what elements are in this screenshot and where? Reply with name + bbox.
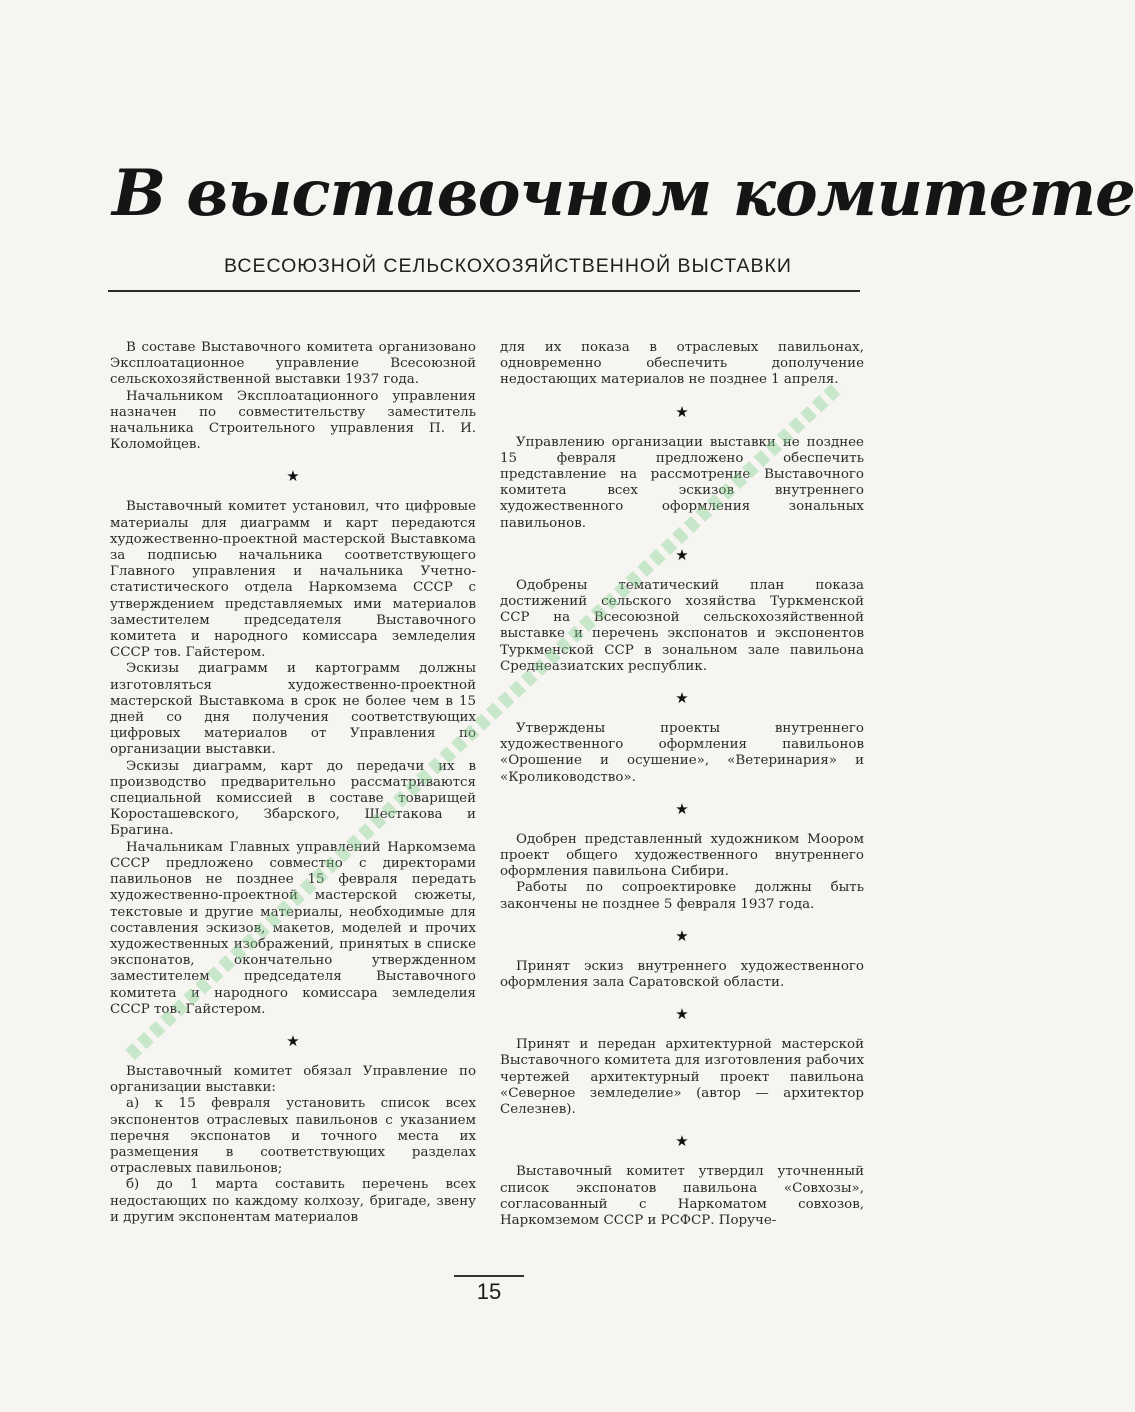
article-paragraph: Эскизы диаграмм, карт до передачи их в производство предварительно рассматриваются специальной комиссией в составе товарищей Коросташевского, Збарского, Шестакова и Брагина. (110, 758, 476, 839)
header-divider (108, 290, 860, 292)
article-paragraph: Эскизы диаграмм и картограмм должны изготовляться художественно-проектной мастерской Выставкома в срок не более чем в 15 дней со дня получения соответствующих цифровых материалов от Управления по организации выставки. (110, 661, 476, 758)
article-paragraph: Принят эскиз внутреннего художественного оформления зала Саратовской области. (500, 958, 864, 991)
star-separator: ★ (286, 1031, 300, 1050)
article-paragraph: Утверждены проекты внутреннего художественного оформления павильонов «Орошение и осушение», «Ветеринария» и «Кролиководство». (500, 721, 864, 785)
page-number-rule (454, 1275, 524, 1277)
article-paragraph: В составе Выставочного комитета организовано Эксплоатационное управление Всесоюзной сельскохозяйственной выставки 1937 года. (110, 340, 476, 388)
article-paragraph: Выставочный комитет установил, что цифровые материалы для диаграмм и карт передаются художественно-проектной мастерской Выставкома за подписью начальника соответствующего Главного управления и начальника Учетно-статистического отдела Наркомзема СССР с утверждением представляемых ими материалов заместителем председателя Выставочного комитета и народного комиссара земледелия СССР тов. Гайстером. (110, 499, 476, 661)
article-paragraph: Выставочный комитет обязал Управление по организации выставки: (110, 1063, 476, 1096)
article-paragraph: Одобрен представленный художником Моором проект общего художественного внутреннего оформления павильона Сибири. (500, 831, 864, 880)
article-paragraph: Начальникам Главных управлений Наркомзема СССР предложено совместно с директорами павильонов не позднее 15 февраля передать художественно-проектной мастерской сюжеты, текстовые и другие материалы, необходимые для составления эскизов, макетов, моделей и прочих художественных изображений, принятых в списке экспонатов, окончательно утвержденном заместителем председателя Выставочного комитета и народного комиссара земледелия СССР тов. Гайстером. (110, 839, 476, 1017)
star-separator: ★ (675, 1132, 689, 1151)
article-paragraph: Выставочный комитет утвердил уточненный список экспонатов павильона «Совхозы», согласованный с Наркоматом совхозов, Наркомземом СССР и РСФСР. Поруче- (500, 1164, 864, 1228)
article-paragraph: а) к 15 февраля установить список всех экспонентов отраслевых павильонов с указанием перечня экспонатов и точного места их размещения в соответствующих разделах отраслевых павильонов; (110, 1096, 476, 1177)
left-column (110, 340, 476, 1260)
article-paragraph: Одобрены тематический план показа достижений сельского хозяйства Туркменской ССР на Всесоюзной сельскохозяйственной выставке и перечень экспонатов и экспонентов Туркменской ССР в зональном зале павильона Среднеазиатских республик. (500, 577, 864, 674)
star-separator: ★ (675, 402, 689, 421)
article-paragraph: Принят и передан архитектурной мастерской Выставочного комитета для изготовления рабочих чертежей архитектурный проект павильона «Северное земледелие» (автор — архитектор Селезнев). (500, 1037, 864, 1118)
page-title: В выставочном комитете (112, 156, 1135, 231)
star-separator: ★ (675, 689, 689, 708)
page-number: 15 (476, 1279, 502, 1304)
article-paragraph: Работы по сопроектировке должны быть закончены не позднее 5 февраля 1937 года. (500, 880, 864, 912)
star-separator: ★ (675, 1005, 689, 1024)
article-paragraph: Управлению организации выставки не позднее 15 февраля предложено обеспечить представление на рассмотрение Выставочного комитета всех эскизов внутреннего художественного оформления зональных павильонов. (500, 434, 864, 531)
page-subtitle: ВСЕСОЮЗНОЙ СЕЛЬСКОХОЗЯЙСТВЕННОЙ ВЫСТАВКИ (224, 255, 792, 277)
article-paragraph: б) до 1 марта составить перечень всех недостающих по каждому колхозу, бригаде, звену и другим экспонентам материалов (110, 1177, 476, 1225)
right-column (500, 340, 864, 1260)
star-separator: ★ (675, 545, 689, 564)
star-separator: ★ (675, 799, 689, 818)
star-separator: ★ (675, 926, 689, 945)
article-paragraph: Начальником Эксплоатационного управления назначен по совместительству заместитель начальника Строительного управления П. И. Коломойцев. (110, 388, 476, 453)
article-paragraph: для их показа в отраслевых павильонах, одновременно обеспечить дополучение недостающих материалов не позднее 1 апреля. (500, 340, 864, 388)
star-separator: ★ (286, 467, 300, 486)
